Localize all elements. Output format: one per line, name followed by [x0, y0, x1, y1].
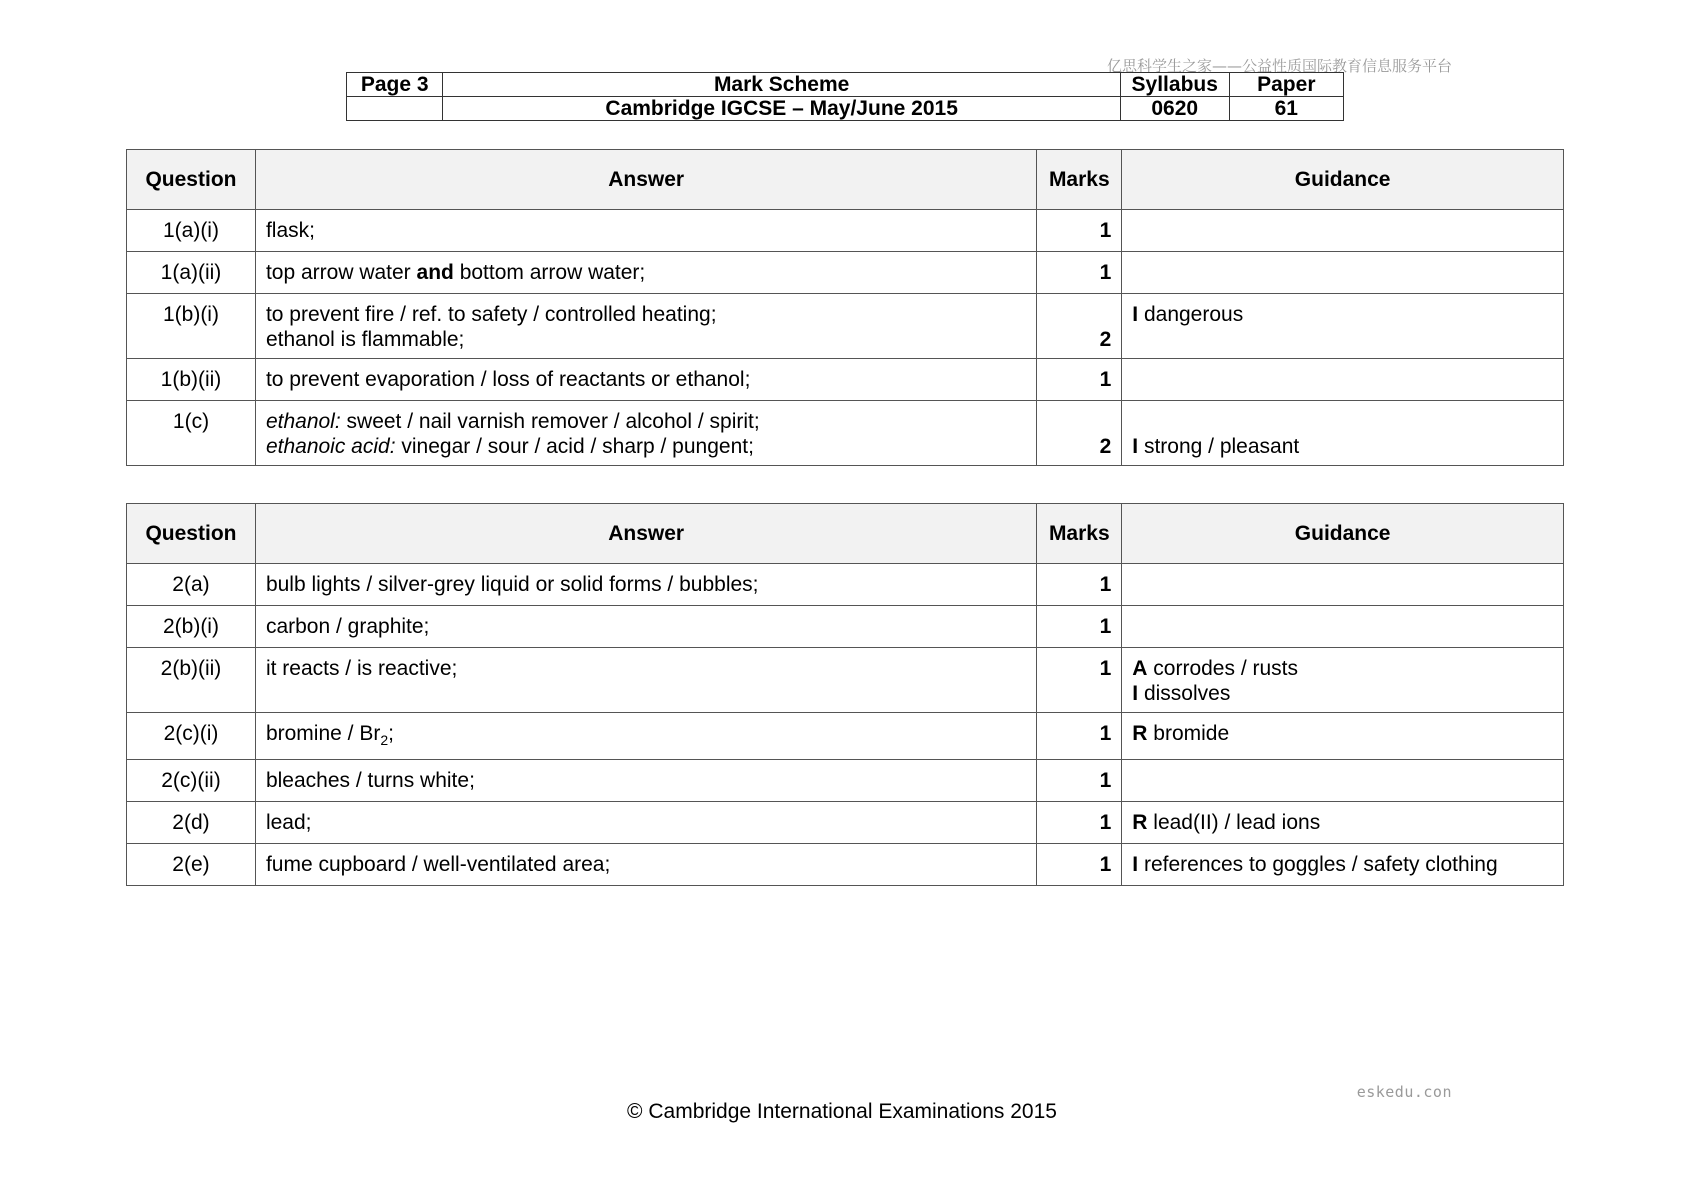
marks-value: 1	[1037, 210, 1122, 252]
syllabus-code: 0620	[1120, 97, 1229, 121]
guidance-code: I	[1132, 303, 1139, 326]
marks-value: 1	[1037, 802, 1122, 844]
guidance-text: R bromide	[1122, 713, 1564, 760]
question-number: 1(b)(ii)	[127, 359, 256, 401]
col-question: Question	[127, 150, 256, 210]
page-number: Page 3	[347, 73, 443, 97]
answer-text: to prevent evaporation / loss of reactants or ethanol;	[255, 359, 1036, 401]
table-row	[127, 210, 1564, 252]
table-row	[127, 606, 1564, 648]
copyright-footer: © Cambridge International Examinations 2015	[627, 1100, 1057, 1123]
marks-value: 1	[1037, 252, 1122, 294]
table-row	[127, 648, 1564, 713]
document-subtitle: Cambridge IGCSE – May/June 2015	[443, 97, 1120, 121]
col-question: Question	[127, 504, 256, 564]
marks-value: 1	[1037, 713, 1122, 760]
guidance-text	[1122, 606, 1564, 648]
table-row	[127, 252, 1564, 294]
marks-value: 1	[1037, 844, 1122, 886]
guidance-text	[1122, 564, 1564, 606]
question-number: 1(b)(i)	[127, 294, 256, 359]
mark-scheme-table-2	[126, 503, 1564, 886]
table-header-row	[127, 150, 1564, 210]
marks-value: 2	[1037, 294, 1122, 359]
guidance-text: R lead(II) / lead ions	[1122, 802, 1564, 844]
answer-text: to prevent fire / ref. to safety / controlled heating; ethanol is flammable;	[255, 294, 1036, 359]
question-number: 2(b)(i)	[127, 606, 256, 648]
col-answer: Answer	[255, 504, 1036, 564]
answer-text: it reacts / is reactive;	[255, 648, 1036, 713]
page-number-blank	[347, 97, 443, 121]
answer-label: ethanol:	[265, 410, 341, 433]
table-row	[127, 760, 1564, 802]
answer-text: top arrow water and bottom arrow water;	[255, 252, 1036, 294]
guidance-code: I	[1132, 853, 1139, 877]
question-number: 1(c)	[127, 401, 256, 466]
watermark-top: 亿思科学生之家——公益性质国际教育信息服务平台	[1106, 57, 1452, 75]
answer-text: flask;	[255, 210, 1036, 252]
guidance-code: I	[1132, 435, 1139, 458]
guidance-code: R	[1132, 722, 1148, 745]
marks-value: 1	[1037, 648, 1122, 713]
marks-value: 1	[1037, 359, 1122, 401]
table-row	[127, 401, 1564, 466]
answer-text: bleaches / turns white;	[255, 760, 1036, 802]
subscript: 2	[380, 732, 389, 749]
table-row	[127, 294, 1564, 359]
table-row	[127, 802, 1564, 844]
table-row	[127, 564, 1564, 606]
table-header-row	[127, 504, 1564, 564]
question-number: 2(c)(i)	[127, 713, 256, 760]
question-number: 2(b)(ii)	[127, 648, 256, 713]
marks-value: 1	[1037, 760, 1122, 802]
answer-text: ethanol: sweet / nail varnish remover / alcohol / spirit; ethanoic acid: vinegar / sour / acid / sharp / pungent;	[255, 401, 1036, 466]
marks-value: 1	[1037, 606, 1122, 648]
col-guidance: Guidance	[1122, 504, 1564, 564]
header-table	[346, 72, 1344, 121]
answer-label: ethanoic acid:	[265, 435, 396, 458]
document-title: Mark Scheme	[443, 73, 1120, 97]
col-marks: Marks	[1037, 504, 1122, 564]
answer-emphasis: and	[416, 261, 454, 284]
guidance-text	[1122, 252, 1564, 294]
answer-text: bulb lights / silver-grey liquid or solid forms / bubbles;	[255, 564, 1036, 606]
table-row	[127, 844, 1564, 886]
question-number: 1(a)(ii)	[127, 252, 256, 294]
answer-text: bromine / $Br_2$;	[255, 713, 1036, 760]
mark-scheme-table-1	[126, 149, 1564, 466]
table-row	[127, 713, 1564, 760]
paper-label: Paper	[1229, 73, 1343, 97]
guidance-code: I	[1132, 682, 1139, 705]
guidance-text	[1122, 359, 1564, 401]
question-number: 2(a)	[127, 564, 256, 606]
col-marks: Marks	[1037, 150, 1122, 210]
guidance-text: A corrodes / rusts I dissolves	[1122, 648, 1564, 713]
paper-code: 61	[1229, 97, 1343, 121]
guidance-text	[1122, 760, 1564, 802]
answer-text: lead;	[255, 802, 1036, 844]
question-number: 2(e)	[127, 844, 256, 886]
guidance-code: R	[1132, 811, 1148, 835]
syllabus-label: Syllabus	[1120, 73, 1229, 97]
answer-text: fume cupboard / well-ventilated area;	[255, 844, 1036, 886]
watermark-bottom: eskedu.con	[1356, 1083, 1452, 1101]
col-guidance: Guidance	[1122, 150, 1564, 210]
table-row	[127, 359, 1564, 401]
question-number: 2(c)(ii)	[127, 760, 256, 802]
marks-value: 1	[1037, 564, 1122, 606]
question-number: 1(a)(i)	[127, 210, 256, 252]
guidance-code: A	[1132, 657, 1148, 680]
answer-text: carbon / graphite;	[255, 606, 1036, 648]
guidance-text: I strong / pleasant	[1122, 401, 1564, 466]
col-answer: Answer	[255, 150, 1036, 210]
question-number: 2(d)	[127, 802, 256, 844]
guidance-text	[1122, 210, 1564, 252]
guidance-text: I references to goggles / safety clothing	[1122, 844, 1564, 886]
guidance-text: I dangerous	[1122, 294, 1564, 359]
marks-value: 2	[1037, 401, 1122, 466]
